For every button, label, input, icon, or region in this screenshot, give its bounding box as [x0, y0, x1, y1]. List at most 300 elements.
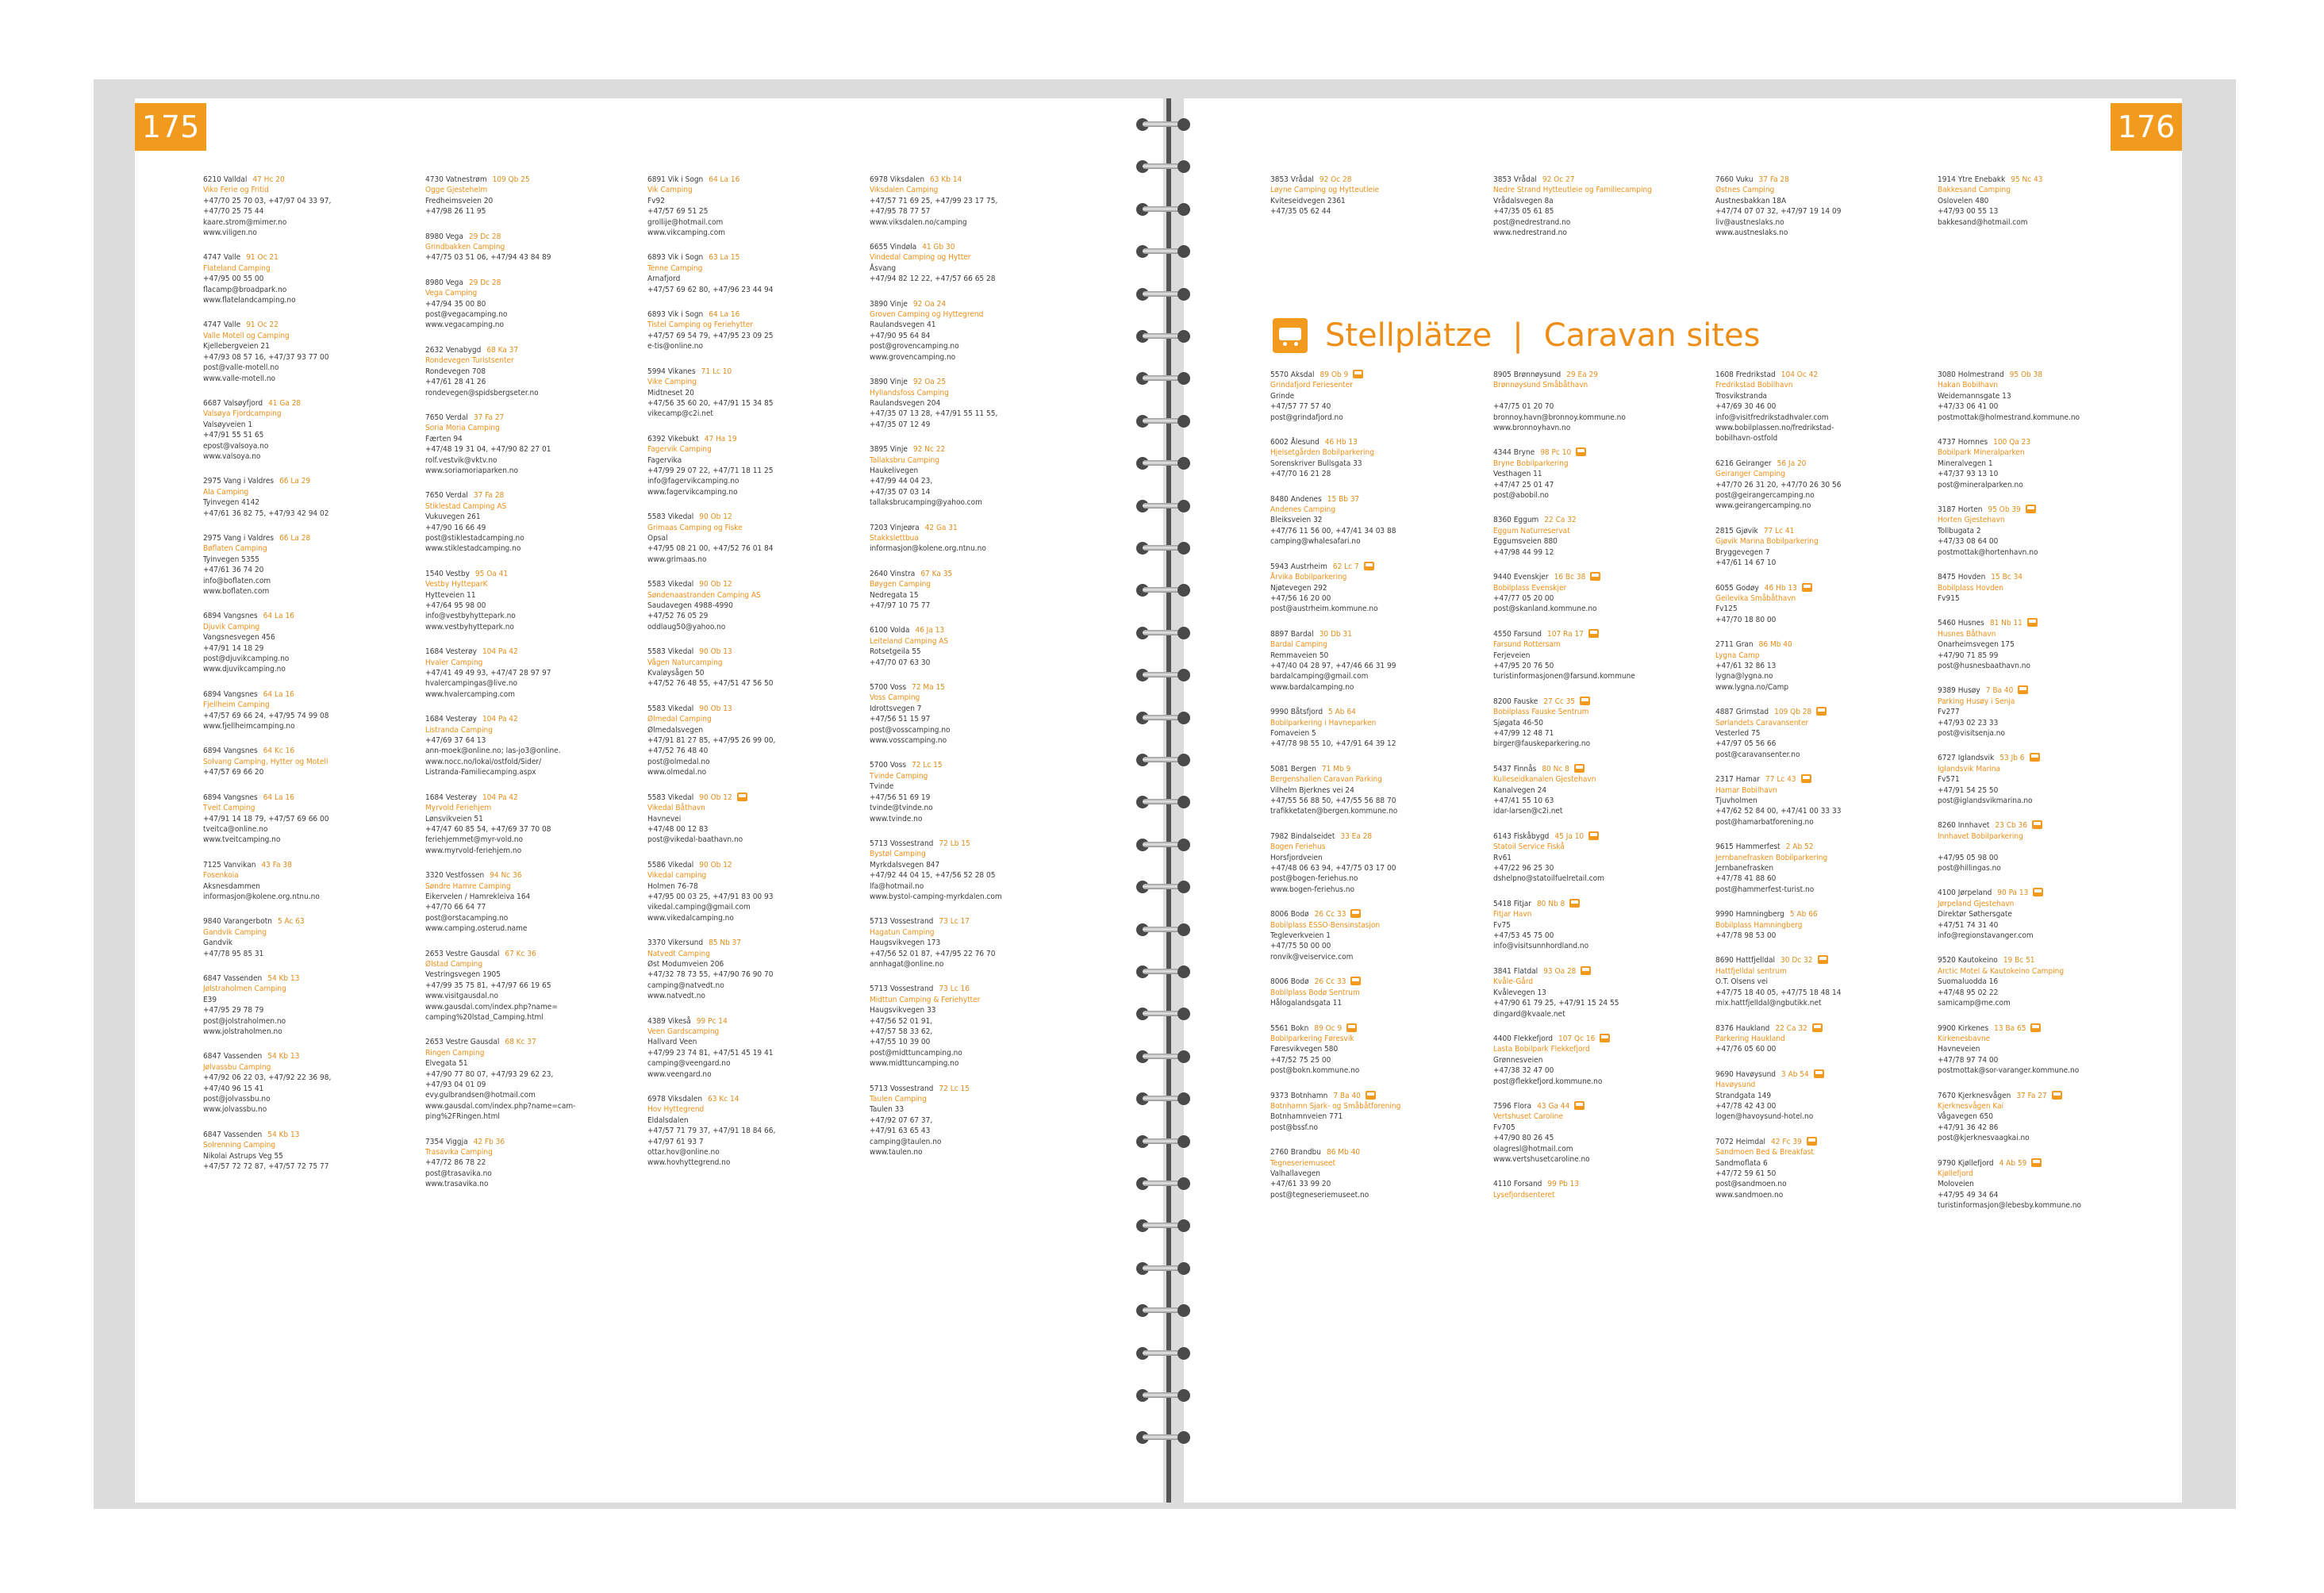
- entry-map-grid: 95 Ob 39: [1988, 505, 2021, 515]
- entry-detail-line: +47/22 96 25 30: [1493, 864, 1554, 873]
- entry-name: Bobilplass Fauske Sentrum: [1493, 708, 1589, 717]
- entry-map-grid: 64 La 16: [263, 612, 294, 621]
- directory-column: [1493, 175, 1692, 252]
- entry-postcode-place: 4344 Bryne: [1493, 448, 1535, 458]
- entry-header: [425, 870, 624, 881]
- entry-detail-line: www.myrvold-feriehjem.no: [425, 846, 522, 855]
- entry-name: Rondevegen Turistsenter: [425, 356, 514, 366]
- entry-header: [1493, 1101, 1692, 1111]
- entry-detail-line: Tjuvholmen: [1715, 796, 1757, 805]
- entry-detail-line: +47/52 76 48 55, +47/51 47 56 50: [647, 679, 774, 689]
- entry-detail-line: Mineralvegen 1: [1938, 459, 1993, 468]
- entry-map-grid: 77 Lc 41: [1763, 526, 1795, 535]
- entry-detail-line: Hytteveien 11: [425, 590, 476, 600]
- entry-detail-line: post@midttuncamping.no: [870, 1048, 962, 1058]
- entry-detail-line: www.vestbyhyttepark.no: [425, 622, 514, 631]
- entry-header: [1938, 1091, 2136, 1101]
- entry-name: Bobilpark Mineralparken: [1938, 448, 2025, 458]
- entry-detail-line: +47/74 07 07 32, +47/97 19 14 09: [1715, 207, 1842, 217]
- entry-detail-line: +47/90 61 79 25, +47/91 15 24 55: [1493, 999, 1619, 1008]
- directory-entry: [1493, 899, 1692, 952]
- entry-map-grid: 100 Qa 23: [1993, 438, 2031, 447]
- entry-detail-line: Kvålevegen 13: [1493, 988, 1546, 997]
- entry-detail-line: Føresvikvegen 580: [1270, 1045, 1339, 1054]
- entry-header: [425, 714, 624, 724]
- entry-postcode-place: 7660 Vuku: [1715, 175, 1754, 184]
- entry-detail-line: +47/57 77 57 40: [1270, 402, 1331, 412]
- entry-name: Soria Moria Camping: [425, 424, 500, 433]
- entry-detail-line: +47/57 72 72 87, +47/57 72 75 77: [203, 1162, 329, 1172]
- directory-entry: [870, 682, 1068, 746]
- entry-detail-line: e-tis@online.no: [647, 342, 704, 351]
- entry-postcode-place: 8480 Andenes: [1270, 494, 1322, 504]
- entry-map-grid: 109 Qb 28: [1774, 708, 1812, 717]
- entry-name: Hvaler Camping: [425, 658, 483, 667]
- entry-map-grid: 45 Ja 10: [1554, 831, 1585, 841]
- directory-entry: [870, 175, 1068, 228]
- entry-name: Tveit Camping: [203, 804, 255, 813]
- spiral-ring: [1131, 202, 1195, 217]
- entry-name: Parkering Haukland: [1715, 1034, 1785, 1043]
- directory-entry: [647, 793, 846, 846]
- entry-detail-line: +47/57 69 51 25: [647, 207, 709, 217]
- entry-name: Gjøvik Marina Bobilparkering: [1715, 537, 1819, 547]
- entry-detail-line: +47/70 07 63 30: [870, 658, 931, 667]
- entry-name: Farsund Rottersam: [1493, 640, 1561, 650]
- entry-header: [647, 512, 846, 522]
- entry-name: Solrenning Camping: [203, 1141, 276, 1150]
- entry-name: Geiranger Camping: [1715, 470, 1785, 479]
- entry-name: Vikedal Båthavn: [647, 804, 705, 813]
- motorhome-icon: [1812, 1023, 1823, 1032]
- entry-postcode-place: 4110 Forsand: [1493, 1180, 1542, 1189]
- directory-entry: [1270, 1147, 1469, 1200]
- spiral-ring: [1131, 414, 1195, 428]
- directory-entry: [1938, 955, 2136, 1008]
- entry-detail-line: +47/99 12 48 71: [1493, 728, 1554, 738]
- entry-map-grid: 27 Cc 35: [1543, 697, 1576, 706]
- entry-detail-line: info@visitfredrikstadhvaler.com: [1715, 413, 1829, 422]
- entry-name: Arctic Motel & Kautokeino Camping: [1938, 966, 2065, 976]
- directory-entry: [425, 793, 624, 856]
- entry-detail-line: +47/61 28 41 26: [425, 378, 486, 387]
- entry-header: [1493, 831, 1692, 842]
- entry-postcode-place: 9990 Båtsfjord: [1270, 708, 1323, 717]
- entry-postcode-place: 6100 Volda: [870, 626, 910, 635]
- entry-map-grid: 72 Lc 15: [939, 1084, 970, 1093]
- directory-column: [425, 175, 624, 1204]
- entry-detail-line: +47/75 01 20 70: [1493, 402, 1554, 412]
- entry-postcode-place: 4747 Valle: [203, 253, 241, 263]
- entry-header: [1270, 831, 1469, 842]
- entry-map-grid: 64 La 16: [709, 175, 740, 184]
- entry-detail-line: +47/35 07 03 14: [870, 487, 931, 497]
- entry-name: Hagatun Camping: [870, 927, 935, 937]
- motorhome-icon: [1816, 707, 1827, 716]
- directory-entry: [1715, 370, 1914, 444]
- directory-entry: [1715, 583, 1914, 626]
- entry-map-grid: 47 Ha 19: [704, 434, 737, 443]
- directory-entry: [425, 278, 624, 331]
- entry-detail-line: post@skanland.kommune.no: [1493, 605, 1597, 614]
- entry-detail-line: camping@natvedt.no: [647, 981, 724, 990]
- directory-entry: [870, 444, 1068, 508]
- entry-map-grid: 29 Dc 28: [468, 278, 501, 287]
- entry-detail-line: www.vosscamping.no: [870, 736, 947, 746]
- entry-map-grid: 64 Kc 16: [263, 747, 295, 756]
- entry-detail-line: www.gausdal.com/index.php?name=: [425, 1002, 558, 1011]
- entry-postcode-place: 8897 Bardal: [1270, 629, 1314, 639]
- entry-map-grid: 80 Nb 8: [1536, 899, 1565, 908]
- entry-detail-line: Horsfjordveien: [1270, 853, 1323, 862]
- caravan-icon: [1273, 318, 1308, 353]
- directory-entry: [1938, 1158, 2136, 1211]
- entry-detail-line: post@grindafjord.no: [1270, 413, 1343, 422]
- entry-detail-line: Tyinvegen 4142: [203, 498, 260, 508]
- entry-map-grid: 89 Oc 9: [1314, 1023, 1343, 1033]
- entry-name: Vik Camping: [647, 186, 693, 195]
- entry-map-grid: 92 Oa 25: [912, 378, 947, 387]
- entry-header: [1938, 370, 2136, 380]
- entry-header: [425, 569, 624, 579]
- entry-map-grid: 85 Nb 37: [709, 939, 742, 948]
- motorhome-icon: [1364, 562, 1374, 570]
- directory-entry: [1270, 764, 1469, 817]
- entry-name: Bobilplass ESSO-Bensinstasjon: [1270, 920, 1381, 930]
- entry-detail-line: Idrottsvegen 7: [870, 704, 922, 713]
- directory-entry: [870, 839, 1068, 902]
- entry-detail-line: Direktør Søthersgate: [1938, 910, 2012, 919]
- entry-detail-line: Kjellebergveien 21: [203, 342, 270, 351]
- entry-header: [1715, 1137, 1914, 1147]
- entry-detail-line: +47/56 16 20 00: [1270, 593, 1331, 603]
- directory-entry: [203, 860, 401, 903]
- entry-detail-line: post@iglandsvikmarina.no: [1938, 796, 2033, 805]
- entry-detail-line: +47/91 54 25 50: [1938, 785, 1999, 795]
- motorhome-icon: [1807, 1137, 1817, 1146]
- entry-postcode-place: 8260 Innhavet: [1938, 821, 1990, 831]
- entry-detail-line: +47/37 93 13 10: [1938, 470, 1999, 479]
- spiral-ring: [1131, 795, 1195, 809]
- entry-detail-line: www.bronnoyhavn.no: [1493, 424, 1571, 433]
- binding-hole: [1177, 330, 1190, 343]
- entry-name: Bobilplass Hovden: [1938, 583, 2003, 593]
- entry-detail-line: Fomaveien 5: [1270, 728, 1316, 738]
- directory-entry: [203, 916, 401, 959]
- entry-map-grid: 37 Fa 27: [473, 413, 505, 422]
- entry-header: [1493, 1179, 1692, 1189]
- entry-map-grid: 73 Lc 16: [939, 985, 970, 994]
- entry-detail-line: bakkesand@hotmail.com: [1938, 217, 2028, 227]
- entry-name: Vågen Naturcamping: [647, 658, 723, 667]
- directory-entry: [870, 984, 1068, 1069]
- entry-postcode-place: 6216 Geiranger: [1715, 459, 1772, 468]
- section-title-german: Stellplätze: [1325, 317, 1492, 354]
- entry-postcode-place: 7650 Verdal: [425, 413, 468, 422]
- motorhome-icon: [1600, 1034, 1610, 1042]
- entry-detail-line: idar-larsen@c2i.net: [1493, 807, 1563, 816]
- entry-name: Hattfjelldal sentrum: [1715, 966, 1787, 976]
- entry-header: [203, 916, 401, 927]
- entry-header: [1715, 639, 1914, 650]
- entry-postcode-place: 5460 Husnes: [1938, 619, 1984, 628]
- motorhome-icon: [2052, 1091, 2062, 1100]
- entry-postcode-place: 7072 Heimdal: [1715, 1137, 1766, 1146]
- entry-header: [425, 413, 624, 423]
- motorhome-icon: [1350, 977, 1361, 985]
- entry-header: [1938, 820, 2136, 831]
- directory-entry: [203, 1130, 401, 1173]
- entry-map-grid: 99 Pc 14: [696, 1016, 728, 1026]
- binding-hole: [1177, 1304, 1190, 1317]
- entry-detail-line: www.flatelandcamping.no: [203, 296, 296, 305]
- entry-name: Parking Husøy i Senja: [1938, 697, 2015, 706]
- entry-name: Eggum Naturreservat: [1493, 526, 1570, 535]
- entry-name: Bakkesand Camping: [1938, 186, 2011, 195]
- entry-header: [1270, 1147, 1469, 1157]
- entry-map-grid: 109 Qb 25: [492, 175, 530, 184]
- entry-detail-line: Vukuvegen 261: [425, 512, 481, 522]
- binding-hole: [1177, 372, 1190, 385]
- entry-map-grid: 5 Ab 66: [1789, 910, 1818, 919]
- entry-postcode-place: 6655 Vindøla: [870, 243, 917, 252]
- binding-hole: [1177, 118, 1190, 131]
- directory-entry: [1715, 639, 1914, 693]
- entry-detail-line: www.fjellheimcamping.no: [203, 722, 295, 731]
- binding-hole: [1177, 965, 1190, 978]
- directory-entry: [1270, 1091, 1469, 1134]
- entry-name: Ølmedal Camping: [647, 715, 712, 724]
- entry-detail-line: Njøtevegen 292: [1270, 583, 1327, 593]
- entry-name: Lasta Bobilpark Flekkefjord: [1493, 1045, 1590, 1054]
- entry-detail-line: www.vikcamping.com: [647, 228, 725, 238]
- directory-column: [203, 175, 401, 1186]
- directory-entry: [425, 413, 624, 476]
- entry-detail-line: +47/40 04 28 97, +47/46 66 31 99: [1270, 661, 1396, 670]
- entry-name: Djuvik Camping: [203, 622, 260, 631]
- entry-postcode-place: 8905 Brønnøysund: [1493, 370, 1561, 379]
- directory-entry: [1715, 707, 1914, 760]
- entry-map-grid: 104 Pa 42: [482, 793, 518, 802]
- entry-header: [1493, 899, 1692, 909]
- directory-column: [1938, 370, 2136, 1226]
- entry-detail-line: +47/91 14 18 29: [203, 643, 264, 653]
- entry-detail-line: Holmen 76-78: [647, 881, 698, 891]
- entry-header: [203, 320, 401, 330]
- motorhome-icon: [2031, 1158, 2042, 1167]
- entry-postcode-place: 2653 Vestre Gausdal: [425, 1038, 500, 1047]
- entry-map-grid: 72 Lb 15: [939, 839, 970, 848]
- entry-name: Trasavika Camping: [425, 1148, 493, 1157]
- entry-postcode-place: 8475 Hovden: [1938, 573, 1986, 582]
- entry-detail-line: ann-moek@online.no; las-jo3@online.: [425, 747, 561, 756]
- entry-detail-line: +47/90 80 26 45: [1493, 1134, 1554, 1143]
- entry-header: [1270, 494, 1469, 505]
- entry-detail-line: +47/78 41 88 60: [1715, 874, 1777, 884]
- entry-detail-line: +47/61 36 82 75, +47/93 42 94 02: [203, 509, 329, 518]
- entry-header: [425, 1037, 624, 1047]
- entry-map-grid: 94 Nc 36: [490, 871, 522, 881]
- entry-detail-line: www.lygna.no/Camp: [1715, 682, 1789, 692]
- entry-map-grid: 95 Oa 41: [474, 569, 509, 578]
- entry-detail-line: post@hammerfest-turist.no: [1715, 885, 1815, 894]
- entry-detail-line: +47/33 06 41 00: [1938, 402, 1999, 412]
- entry-detail-line: www.boflaten.com: [203, 587, 270, 596]
- directory-entry: [647, 1016, 846, 1080]
- entry-header: [203, 1130, 401, 1140]
- entry-postcode-place: 6210 Valldal: [203, 175, 248, 184]
- directory-column: [1938, 175, 2136, 242]
- entry-map-grid: 90 Ob 12: [699, 793, 732, 802]
- entry-name: Havøysund: [1715, 1081, 1756, 1090]
- directory-entry: [425, 1137, 624, 1190]
- spiral-ring: [1131, 456, 1195, 470]
- entry-postcode-place: 4100 Jørpeland: [1938, 889, 1992, 898]
- entry-postcode-place: 4737 Hornnes: [1938, 438, 1988, 447]
- entry-map-grid: 29 Dc 28: [468, 232, 501, 241]
- entry-postcode-place: 2317 Hamar: [1715, 775, 1761, 785]
- entry-detail-line: oddlaug50@yahoo.no: [647, 622, 726, 631]
- entry-detail-line: www.djuvikcamping.no: [203, 665, 286, 674]
- entry-header: [1715, 1069, 1914, 1080]
- entry-detail-line: Myrkdalsvegen 847: [870, 860, 940, 869]
- entry-header: [870, 916, 1068, 927]
- binding-hole: [1177, 712, 1190, 724]
- entry-detail-line: tvinde@tvinde.no: [870, 804, 933, 813]
- directory-entry: [203, 175, 401, 238]
- entry-detail-line: www.hvalercamping.com: [425, 689, 515, 699]
- entry-postcode-place: 5700 Voss: [870, 683, 907, 693]
- entry-postcode-place: 9690 Havøysund: [1715, 1069, 1776, 1079]
- entry-name: Leiteland Camping AS: [870, 636, 949, 646]
- entry-detail-line: +47/77 05 20 00: [1493, 593, 1554, 603]
- spiral-ring: [1131, 1388, 1195, 1403]
- entry-detail-line: evy.gulbrandsen@hotmail.com: [425, 1091, 536, 1100]
- entry-header: [1493, 515, 1692, 525]
- entry-map-grid: 42 Ga 31: [924, 523, 958, 532]
- entry-header: [870, 760, 1068, 770]
- entry-detail-line: Kanalvegen 24: [1493, 785, 1547, 795]
- entry-detail-line: Kviteseidvegen 2361: [1270, 196, 1346, 205]
- directory-entry: [203, 533, 401, 597]
- entry-header: [203, 398, 401, 409]
- entry-detail-line: [1493, 391, 1692, 401]
- spiral-ring: [1131, 880, 1195, 894]
- binding-hole: [1177, 584, 1190, 597]
- directory-entry: [425, 647, 624, 700]
- binding-hole: [1177, 500, 1190, 512]
- spiral-ring: [1131, 1346, 1195, 1361]
- entry-postcode-place: 2975 Vang i Valdres: [203, 533, 275, 543]
- entry-name: Stakkslettbua: [870, 533, 919, 543]
- entry-header: [203, 476, 401, 486]
- entry-name: Husnes Båthavn: [1938, 629, 1996, 639]
- entry-header: [1493, 370, 1692, 380]
- entry-postcode-place: 8006 Bodø: [1270, 910, 1309, 919]
- entry-header: [1715, 175, 1914, 185]
- entry-postcode-place: 6392 Vikebukt: [647, 434, 699, 443]
- spiral-ring: [1131, 1303, 1195, 1318]
- directory-entry: [647, 175, 846, 238]
- entry-map-grid: 56 Ja 20: [1777, 459, 1807, 468]
- entry-map-grid: 95 Ob 38: [2009, 370, 2043, 379]
- directory-entry: [425, 490, 624, 554]
- directory-entry: [425, 714, 624, 777]
- entry-detail-line: +47/91 36 42 86: [1938, 1123, 1999, 1132]
- entry-detail-line: www.visitgausdal.no: [425, 992, 498, 1001]
- entry-detail-line: Fagervika: [647, 455, 682, 465]
- directory-column: [647, 175, 846, 1183]
- entry-detail-line: +47/94 35 00 80: [425, 299, 486, 309]
- entry-map-grid: 26 Cc 33: [1314, 977, 1346, 987]
- entry-header: [1270, 909, 1469, 919]
- binding-hole: [1177, 1008, 1190, 1020]
- entry-detail-line: Saudavegen 4988-4990: [647, 601, 733, 610]
- entry-postcode-place: 3895 Vinje: [870, 445, 908, 455]
- entry-detail-line: +47/70 25 70 03, +47/97 04 33 97,: [203, 196, 332, 205]
- entry-detail-line: +47/47 60 85 54, +47/69 37 70 08: [425, 824, 551, 834]
- entry-detail-line: annhagat@online.no: [870, 959, 944, 969]
- spiral-ring: [1131, 117, 1195, 132]
- entry-detail-line: Austnesbakkan 18A: [1715, 196, 1787, 205]
- entry-name: Kvåle-Gård: [1493, 977, 1534, 987]
- entry-detail-line: +47/38 32 47 00: [1493, 1066, 1554, 1076]
- motorhome-icon: [1574, 764, 1585, 773]
- entry-detail-line: turistinformasjonen@farsund.kommune: [1493, 672, 1635, 681]
- entry-header: [1715, 370, 1914, 380]
- directory-entry: [1270, 831, 1469, 895]
- entry-name: Tallaksbru Camping: [870, 455, 939, 465]
- spiral-ring: [1131, 244, 1195, 259]
- entry-detail-line: +47/99 23 74 81, +47/51 45 19 41: [647, 1048, 774, 1058]
- entry-postcode-place: 6727 Iglandsvik: [1938, 754, 1995, 763]
- entry-header: [1715, 459, 1914, 469]
- spiral-ring: [1131, 711, 1195, 725]
- entry-postcode-place: 6687 Valsøyfjord: [203, 398, 263, 408]
- spiral-ring: [1131, 371, 1195, 386]
- entry-name: Bobilplass Hamningberg: [1715, 920, 1803, 930]
- binding-hole: [1177, 160, 1190, 173]
- entry-name: Horten Gjestehavn: [1938, 516, 2005, 525]
- directory-entry: [1715, 526, 1914, 569]
- entry-detail-line: +47/75 03 51 06, +47/94 43 84 89: [425, 253, 551, 263]
- directory-entry: [1493, 1101, 1692, 1165]
- entry-detail-line: www.valsoya.no: [203, 451, 261, 461]
- entry-detail-line: +47/52 76 05 29: [647, 612, 709, 621]
- entry-name: Ogge Gjestehelm: [425, 186, 488, 195]
- entry-name: Taulen Camping: [870, 1095, 927, 1104]
- directory-entry: [647, 704, 846, 778]
- entry-map-grid: 99 Pb 13: [1547, 1180, 1580, 1189]
- binding-hole: [1177, 1177, 1190, 1190]
- entry-detail-line: +47/97 61 93 7: [647, 1137, 704, 1146]
- entry-map-grid: 91 Oc 22: [246, 321, 278, 330]
- entry-detail-line: Havnevei: [647, 814, 682, 823]
- entry-map-grid: 104 Pa 42: [482, 647, 518, 657]
- entry-detail-line: Fv75: [1493, 920, 1511, 930]
- entry-map-grid: 63 La 15: [709, 253, 740, 263]
- entry-detail-line: Eggumsveien 880: [1493, 537, 1558, 547]
- spiral-ring: [1131, 541, 1195, 555]
- entry-detail-line: +47/98 26 11 95: [425, 207, 486, 217]
- directory-entry: [1938, 1023, 2136, 1077]
- spiral-ring: [1131, 499, 1195, 513]
- entry-detail-line: Vesterled 75: [1715, 728, 1761, 738]
- spiral-ring: [1131, 583, 1195, 597]
- entry-detail-line: Nedregata 15: [870, 590, 919, 600]
- entry-name: Bystøl Camping: [870, 850, 926, 859]
- entry-postcode-place: 4550 Farsund: [1493, 629, 1542, 639]
